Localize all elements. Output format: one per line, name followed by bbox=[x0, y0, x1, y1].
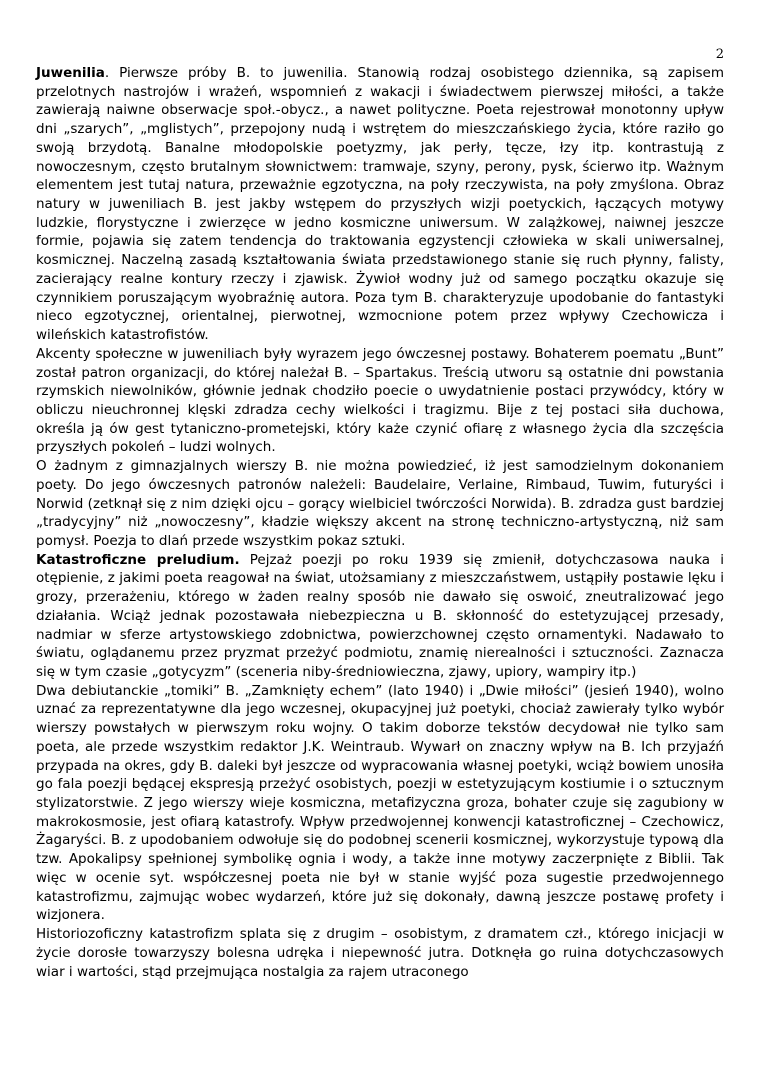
paragraph-text: Historiozoficzny katastrofizm splata się z drugim – osobistym, z dramatem czł., którego inicjacji w życie dorosłe towarzyszy bolesna udręka i niepewność jutra. Dotknęła go ruina dotychczasowych wiar i wartości, stąd przejmująca nostalgia za rajem utraconego bbox=[36, 926, 724, 980]
section-heading-juwenilia: Juwenilia bbox=[36, 65, 105, 81]
page-number: 2 bbox=[715, 47, 724, 62]
paragraph-juwenilia bbox=[36, 64, 724, 345]
paragraph-text: . Pierwsze próby B. to juwenilia. Stanowią rodzaj osobistego dziennika, są zapisem przelotnych nastrojów i wrażeń, wspomnień z wakacji i świadectwem pierwszej miłości, a także zawierają naiwne obserwacje społ.-obycz., a nawet polityczne. Poeta rejestrował monotonny upływ dni „szarych”, „mglistych”, przepojony nudą i wstrętem do mieszczańskiego życia, które raziło go swoją brzydotą. Banalne młodopolskie poetyzmy, jak perły, tęcze, łzy itp. kontrastują z nowoczesnym, często brutalnym słownictwem: tramwaje, szyny, perony, pysk, ścierwo itp. Ważnym elementem jest tutaj natura, przeważnie egzotyczna, na poły rzeczywista, na poły zmyślona. Obraz natury w juweniliach B. jest jakby wstępem do przyszłych wizji poetyckich, łączących motywy ludzkie, florystyczne i zwierzęce w jedno kosmiczne uniwersum. W zalążkowej, naiwnej jeszcze formie, pojawia się zatem tendencja do traktowania egzystencji człowieka w skali uniwersalnej, kosmicznej. Naczelną zasadą kształtowania świata przedstawionego stanie się ruch płynny, falisty, zacierający realne kontury rzeczy i zjawisk. Żywioł wodny już od samego początku okazuje się czynnikiem poruszającym wyobraźnię autora. Poza tym B. charakteryzuje upodobanie do fantastyki nieco egzotycznej, orientalnej, pierwotnej, wzmocnione potem przez wpływy Czechowicza i wileńskich katastrofistów. bbox=[36, 65, 724, 344]
paragraph-text: Akcenty społeczne w juweniliach były wyrazem jego ówczesnej postawy. Bohaterem poematu „Bunt” został patron organizacji, do której należał B. – Spartakus. Treścią utworu są ostatnie dni powstania rzymskich niewolników, głównie jednak chodziło poecie o uwydatnienie postaci przywódcy, który w obliczu nieuchronnej klęski zdradza cechy wielkości i tragizmu. Bije z tej postaci siła duchowa, określa ją ów gest tytaniczno-prometejski, który każe czynić ofiarę z własnego życia dla szczęścia przyszłych pokoleń – ludzi wolnych. bbox=[36, 345, 724, 456]
paragraph-akcenty-spoleczne bbox=[36, 345, 724, 457]
section-heading-katastroficzne-preludium: Katastroficzne preludium. bbox=[36, 551, 240, 568]
document-body bbox=[36, 64, 724, 981]
paragraph-gimnazjalne-wiersze bbox=[36, 457, 724, 551]
paragraph-text: Pejzaż poezji po roku 1939 się zmienił, dotychczasowa nauka i otępienie, z jakimi poeta reagował na świat, utożsamiany z mieszczaństwem, ustąpiły postawie lęku i grozy, przerażeniu, którego w żaden realny sposób nie dawało się oswoić, zneutralizować jego działania. Wciąż jednak pozostawała niebezpieczna u B. skłonność do estetyzującej przesady, nadmiar w sferze artystowskiego zdobnictwa, powierzchownej często ornamentyki. Nadawało to światu, oglądanemu przez pryzmat przeżyć podmiotu, znamię nierealności i sztuczności. Zaznacza się w tym czasie „gotycyzm” (sceneria niby-średniowieczna, zjawy, upiory, wampiry itp.) bbox=[36, 551, 724, 680]
paragraph-katastroficzne-preludium bbox=[36, 551, 724, 682]
paragraph-text: Dwa debiutanckie „tomiki” B. „Zamknięty echem” (lato 1940) i „Dwie miłości” (jesień 1940), wolno uznać za reprezentatywne dla jego wczesnej, okupacyjnej już poetyki, chociaż zawierały tylko wybór wierszy powstałych w pierwszym roku wojny. O takim doborze tekstów decydował nie tylko sam poeta, ale przede wszystkim redaktor J.K. Weintraub. Wywarł on znaczny wpływ na B. Ich przyjaźń przypada na okres, gdy B. daleki był jeszcze od wypracowania własnej poetyki, wciąż bowiem unosiła go fala poezji będącej ekspresją przeżyć osobistych, poezji w estetyzującym kostiumie i o sztucznym stylizatorstwie. Z jego wierszy wieje kosmiczna, metafizyczna groza, bohater czuje się zagubiony w makrokosmosie, jest ofiarą katastrofy. Wpływ przedwojennej konwencji katastroficznej – Czechowicz, Żagaryści. B. z upodobaniem odwołuje się do podobnej scenerii kosmicznej, wykorzystuje typową dla tzw. Apokalipsy spełnionej symbolikę ognia i wody, a także inne motywy zaczerpnięte z Biblii. Tak więc w ocenie syt. współczesnej poeta nie był w stanie wyjść poza sugestie przedwojennego katastrofizmu, zajmując wobec wydarzeń, które już się dokonały, dawną jeszcze postawę profety i wizjonera. bbox=[36, 682, 724, 924]
paragraph-text: O żadnym z gimnazjalnych wierszy B. nie można powiedzieć, iż jest samodzielnym dokonaniem poety. Do jego ówczesnych patronów należeli: Baudelaire, Verlaine, Rimbaud, Tuwim, futuryści i Norwid (zetknął się z nim dzięki ojcu – gorący wielbiciel twórczości Norwida). B. zdradza gust bardziej „tradycyjny” niż „nowoczesny”, kładzie większy akcent na stronę techniczno-artystyczną, niż sam pomysł. Poezja to dlań przede wszystkim pokaz sztuki. bbox=[36, 458, 724, 549]
paragraph-historiozoficzny-katastrofizm bbox=[36, 925, 724, 981]
paragraph-debiutanckie-tomiki bbox=[36, 682, 724, 925]
